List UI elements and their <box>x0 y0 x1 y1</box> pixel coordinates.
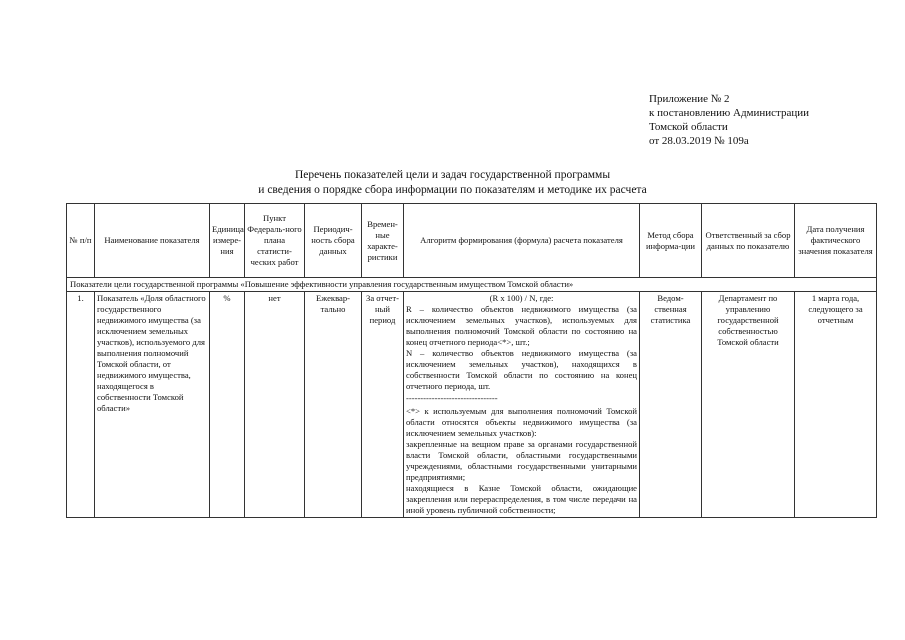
row-responsible: Департамент по управлению государственной собственностью Томской области <box>702 292 795 518</box>
row-unit: % <box>210 292 245 518</box>
row-period: Ежеквар-тально <box>305 292 362 518</box>
indicators-table <box>66 203 877 518</box>
algorithm-n-definition: N – количество объектов недвижимого имущества (за исключением земельных участков), находящихся в собственности Томской области по состоянию на конец отчетного периода, шт. <box>406 348 637 391</box>
header-responsible: Ответственный за сбор данных по показателю <box>702 204 795 278</box>
header-plan: Пункт Федераль-ного плана статисти-ческих работ <box>245 204 305 278</box>
header-time: Времен-ные характе-ристики <box>362 204 404 278</box>
title-line-1: Перечень показателей цели и задач государственной программы <box>294 169 611 181</box>
annex-decree: к постановлению Администрации <box>649 107 810 119</box>
table-row <box>67 292 877 518</box>
algorithm-footnote: <*> к используемым для выполнения полномочий Томской области относятся объекты недвижимого имущества (за исключением земельных участков): <box>406 406 637 438</box>
row-num: 1. <box>67 292 95 518</box>
title-line-2: и сведения о порядке сбора информации по показателям и методике их расчета <box>258 184 647 196</box>
header-method: Метод сбора информа-ции <box>640 204 702 278</box>
annex-date: от 28.03.2019 № 109а <box>649 135 749 147</box>
document-title <box>0 168 905 198</box>
annex-region: Томской области <box>649 121 728 133</box>
row-time: За отчет-ный период <box>362 292 404 518</box>
row-date: 1 марта года, следующего за отчетным <box>795 292 877 518</box>
row-plan: нет <box>245 292 305 518</box>
annex-title: Приложение № 2 <box>649 93 730 105</box>
section-title: Показатели цели государственной программы «Повышение эффективности управления государственным имуществом Томской области» <box>67 278 877 292</box>
annex-block <box>649 92 809 148</box>
row-algorithm <box>404 292 640 518</box>
header-algorithm: Алгоритм формирования (формула) расчета показателя <box>404 204 640 278</box>
header-num: № п/п <box>67 204 95 278</box>
algorithm-item-2: находящиеся в Казне Томской области, ожидающие закрепления или перераспределения, в том числе передачи на иной уровень публичной собственности; <box>406 483 637 515</box>
header-row <box>67 204 877 278</box>
header-date: Дата получения фактического значения показателя <box>795 204 877 278</box>
header-name: Наименование показателя <box>95 204 210 278</box>
row-name: Показатель «Доля областного государственного недвижимого имущества (за исключением земельных участков), используемого для выполнения полномочий Томской области, от недвижимого имущества, находящегося в собственности Томской области» <box>95 292 210 518</box>
header-unit: Единица измере-ния <box>210 204 245 278</box>
algorithm-item-1: закрепленные на вещном праве за органами государственной власти Томской области, областными государственными учреждениями, областными государственными унитарными предприятиями; <box>406 439 637 482</box>
header-period: Периодич-ность сбора данных <box>305 204 362 278</box>
section-row <box>67 278 877 292</box>
algorithm-formula: (R x 100) / N, где: <box>489 293 554 303</box>
algorithm-separator: -------------------------------- <box>406 393 498 403</box>
algorithm-r-definition: R – количество объектов недвижимого имущества (за исключением земельных участков), используемых для выполнения полномочий Томской области по состоянию на конец отчетного периода<*>, шт.; <box>406 304 637 347</box>
row-method: Ведом-ственная статистика <box>640 292 702 518</box>
